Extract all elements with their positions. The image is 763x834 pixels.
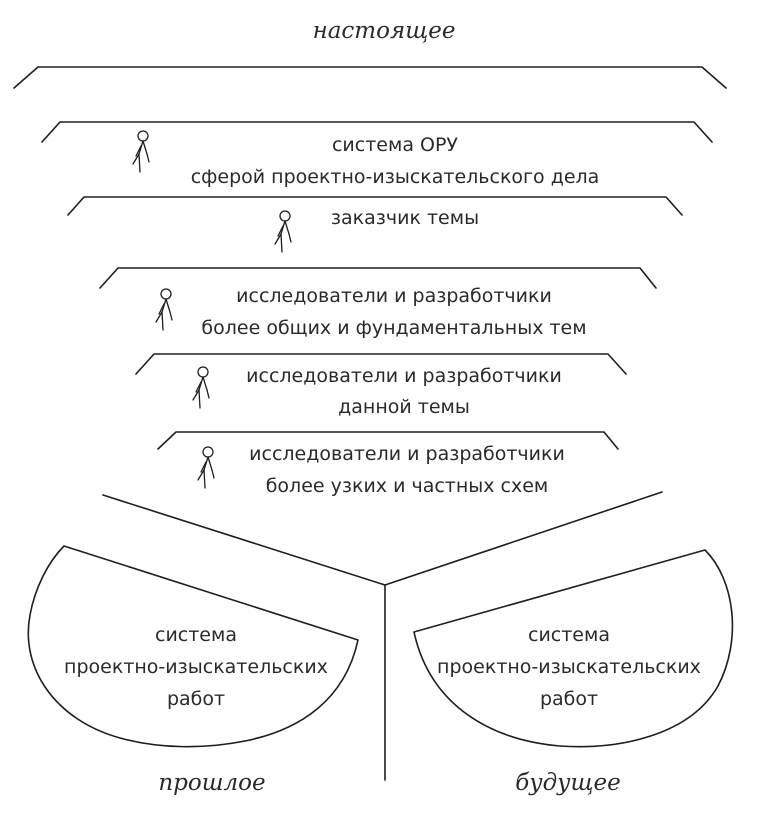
level-3-line-1: исследователи и разработчики bbox=[236, 285, 552, 307]
past-block-outline bbox=[28, 546, 358, 747]
level-4-line-1: исследователи и разработчики bbox=[246, 365, 562, 387]
future-block-outline bbox=[414, 550, 732, 747]
level-3-line-2: более общих и фундаментальных тем bbox=[201, 317, 587, 339]
level-1-line-1: система ОРУ bbox=[331, 134, 459, 156]
divider-right bbox=[385, 492, 662, 585]
past-label: прошлое bbox=[158, 770, 266, 796]
person-icon bbox=[275, 211, 291, 252]
level-5-line-1: исследователи и разработчики bbox=[249, 443, 565, 465]
person-icon bbox=[198, 447, 214, 488]
person-icon bbox=[133, 131, 149, 172]
future-block-line-1: система bbox=[528, 624, 610, 646]
future-block-line-2: проектно-изыскательских bbox=[437, 656, 701, 678]
level-1-line-2: сферой проектно-изыскательского дела bbox=[190, 166, 600, 188]
person-icon bbox=[193, 367, 209, 408]
level-5-line-2: более узких и частных схем bbox=[265, 475, 549, 497]
level-2-line-1: заказчик темы bbox=[330, 207, 480, 229]
future-label: будущее bbox=[515, 770, 621, 796]
present-bracket bbox=[14, 67, 726, 88]
level-4-line-2: данной темы bbox=[338, 396, 470, 418]
present-label: настоящее bbox=[312, 18, 456, 44]
past-block-line-2: проектно-изыскательских bbox=[64, 656, 328, 678]
future-block-line-3: работ bbox=[539, 688, 599, 710]
person-icon bbox=[156, 289, 172, 330]
past-block-line-3: работ bbox=[166, 688, 226, 710]
past-block-line-1: система bbox=[155, 624, 237, 646]
